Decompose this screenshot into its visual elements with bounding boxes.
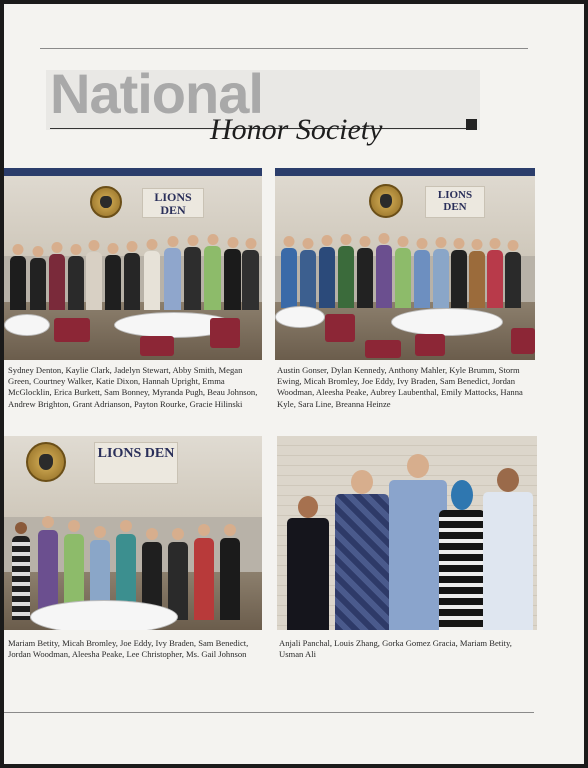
photo-bottom-left <box>4 436 262 630</box>
lions-den-sign: LIONS DEN <box>142 188 204 218</box>
cafeteria-table <box>391 308 503 336</box>
bottom-rule <box>4 712 534 713</box>
cafeteria-table <box>30 600 178 630</box>
caption-top-right: Austin Gonser, Dylan Kennedy, Anthony Mahler, Kyle Brumm, Storm Ewing, Micah Bromley, Joe Eddy, Ivy Braden, Sam Benedict, Jordan Woodman, Aleesha Peake, Aubrey Laubenthal, Emily Mattocks, Hanna Kyle, Sara Line, Breanna Heinze <box>277 365 523 409</box>
lions-den-sign: LIONS DEN <box>425 186 485 218</box>
caption-bottom-left: Mariam Betity, Micah Bromley, Joe Eddy, Ivy Braden, Sam Benedict, Jordan Woodman, Aleesha Peake, Lee Christopher, Ms. Gail Johnson <box>8 638 249 660</box>
lion-emblem <box>369 184 403 218</box>
caption-bottom-right: Anjali Panchal, Louis Zhang, Gorka Gomez Gracia, Mariam Betity, Usman Ali <box>279 638 512 660</box>
cafeteria-table <box>275 306 325 328</box>
photo-bottom-right <box>277 436 537 630</box>
title-square-mark <box>466 119 477 130</box>
lions-den-sign: LIONS DEN <box>94 442 178 484</box>
page-subtitle: Honor Society <box>210 113 383 146</box>
yearbook-page <box>4 4 584 764</box>
cafeteria-table <box>4 314 50 336</box>
photo-top-left <box>4 168 262 360</box>
photo-top-right <box>275 168 535 360</box>
caption-top-left: Sydney Denton, Kaylie Clark, Jadelyn Stewart, Abby Smith, Megan Green, Courtney Walker, Katie Dixon, Hannah Upright, Emma McGlocklin, Erica Burkett, Sam Bonney, Myranda Pugh, Beau Johnson, Andrew Brighton, Grant Adrianson, Payton Rourke, Gracie Hilinski <box>8 365 258 409</box>
top-rule <box>40 48 528 49</box>
lion-emblem <box>90 186 122 218</box>
page-title: National <box>50 62 263 125</box>
lion-emblem <box>26 442 66 482</box>
